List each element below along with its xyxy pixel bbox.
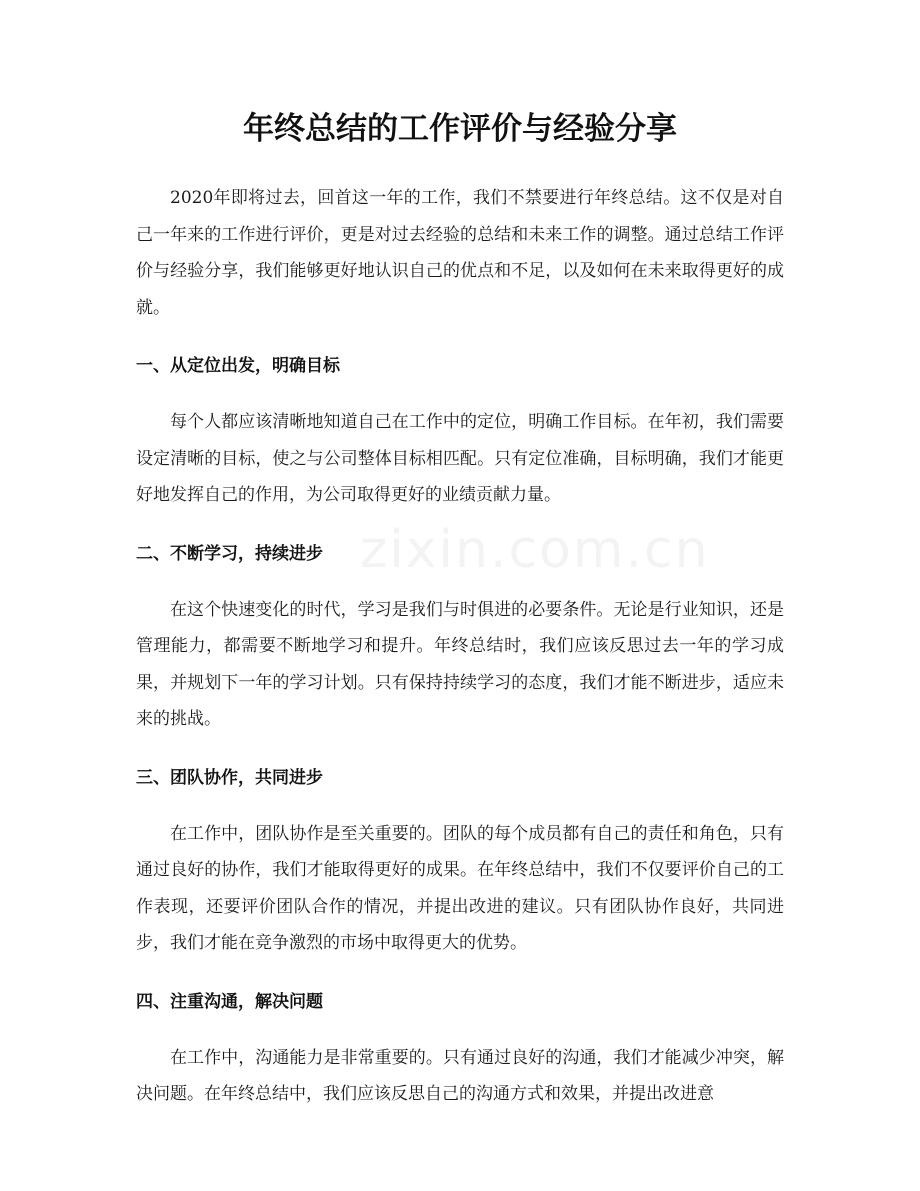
section-body-4: 在工作中，沟通能力是非常重要的。只有通过良好的沟通，我们才能减少冲突，解决问题。在年终总结中，我们应该反思自己的沟通方式和效果，并提出改进意 — [136, 1047, 784, 1104]
intro-paragraph: 2020年即将过去，回首这一年的工作，我们不禁要进行年终总结。这不仅是对自己一年来的工作进行评价，更是对过去经验的总结和未来工作的调整。通过总结工作评价与经验分享，我们能够更好地认识自己的优点和不足，以及如何在未来取得更好的成就。 — [136, 188, 784, 318]
section-body-1: 每个人都应该清晰地知道自己在工作中的定位，明确工作目标。在年初，我们需要设定清晰的目标，使之与公司整体目标相匹配。只有定位准确，目标明确，我们才能更好地发挥自己的作用，为公司取得更好的业绩贡献力量。 — [136, 412, 784, 505]
section-heading-4: 四、注重沟通，解决问题 — [136, 991, 323, 1012]
section-heading-1: 一、从定位出发，明确目标 — [136, 356, 340, 376]
document-body — [136, 180, 784, 1113]
section-heading-3: 三、团队协作，共同进步 — [136, 767, 323, 788]
section-body-3: 在工作中，团队协作是至关重要的。团队的每个成员都有自己的责任和角色，只有通过良好的协作，我们才能取得更好的成果。在年终总结中，我们不仅要评价自己的工作表现，还要评价团队合作的情况，并提出改进的建议。只有团队协作良好，共同进步，我们才能在竞争激烈的市场中取得更大的优势。 — [136, 823, 784, 953]
watermark: zixin.com.cn — [360, 520, 710, 580]
section-body-2: 在这个快速变化的时代，学习是我们与时俱进的必要条件。无论是行业知识，还是管理能力，都需要不断地学习和提升。年终总结时，我们应该反思过去一年的学习成果，并规划下一年的学习计划。只有保持持续学习的态度，我们才能不断进步，适应未来的挑战。 — [136, 599, 784, 729]
section-heading-2: 二、不断学习，持续进步 — [136, 543, 323, 564]
document-title: 年终总结的工作评价与经验分享 — [243, 111, 677, 147]
